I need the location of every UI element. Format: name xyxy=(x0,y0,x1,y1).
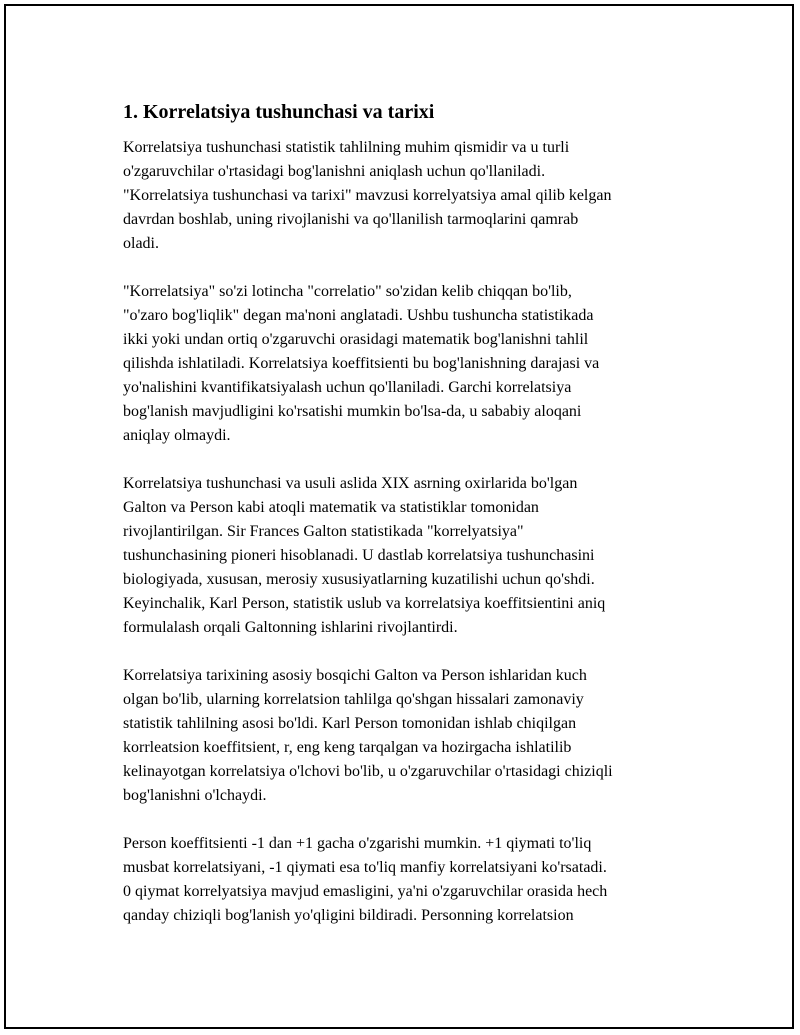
paragraph-4: Korrelatsiya tarixining asosiy bosqichi Galton va Person ishlaridan kuch olgan bo'lib, ularning korrelatsion tahlilga qo'shgan hissalari zamonaviy statistik tahlilning asosi bo'ldi. Karl Person tomonidan ishlab chiqilgan korrleatsion koeffitsient, r, eng keng tarqalgan va hozirgacha ishlatilib kelinayotgan korrelatsiya o'lchovi bo'lib, u o'zgaruvchilar o'rtasidagi chiziqli bog'lanishni o'lchaydi. xyxy=(123,667,613,804)
paragraph-2: "Korrelatsiya" so'zi lotincha "correlatio" so'zidan kelib chiqqan bo'lib, "o'zaro bog'liqlik" degan ma'noni anglatadi. Ushbu tushuncha statistikada ikki yoki undan ortiq o'zgaruvchi orasidagi matematik bog'lanishni tahlil qilishda ishlatiladi. Korrelatsiya koeffitsienti bu bog'lanishning darajasi va yo'nalishini kvantifikatsiyalash uchun qo'llaniladi. Garchi korrelatsiya bog'lanish mavjudligini ko'rsatishi mumkin bo'lsa-da, u sababiy aloqani aniqlay olmaydi. xyxy=(123,283,600,444)
page-frame xyxy=(4,4,794,1029)
paragraph-1: Korrelatsiya tushunchasi statistik tahlilning muhim qismidir va u turli o'zgaruvchilar o'rtasidagi bog'lanishni aniqlash uchun qo'llaniladi. "Korrelatsiya tushunchasi va tarixi" mavzusi korrelyatsiya amal qilib kelgan davrdan boshlab, uning rivojlanishi va qo'llanilish tarmoqlarini qamrab oladi. xyxy=(123,139,612,252)
paragraph-5: Person koeffitsienti -1 dan +1 gacha o'zgarishi mumkin. +1 qiymati to'liq musbat korrelatsiyani, -1 qiymati esa to'liq manfiy korrelatsiyani ko'rsatadi. 0 qiymat korrelyatsiya mavjud emasligini, ya'ni o'zgaruvchilar orasida hech qanday chiziqli bog'lanish yo'qligini bildiradi. Personning korrelatsion xyxy=(123,835,608,924)
section-heading: 1. Korrelatsiya tushunchasi va tarixi xyxy=(123,101,435,123)
paragraph-3: Korrelatsiya tushunchasi va usuli aslida XIX asrning oxirlarida bo'lgan Galton va Person kabi atoqli matematik va statistiklar tomonidan rivojlantirilgan. Sir Frances Galton statistikada "korrelyatsiya" tushunchasining pioneri hisoblanadi. U dastlab korrelatsiya tushunchasini biologiyada, xususan, merosiy xususiyatlarning kuzatilishi uchun qo'shdi. Keyinchalik, Karl Person, statistik uslub va korrelatsiya koeffitsientini aniq formulalash orqali Galtonning ishlarini rivojlantirdi. xyxy=(123,475,606,636)
page-content xyxy=(123,100,693,952)
